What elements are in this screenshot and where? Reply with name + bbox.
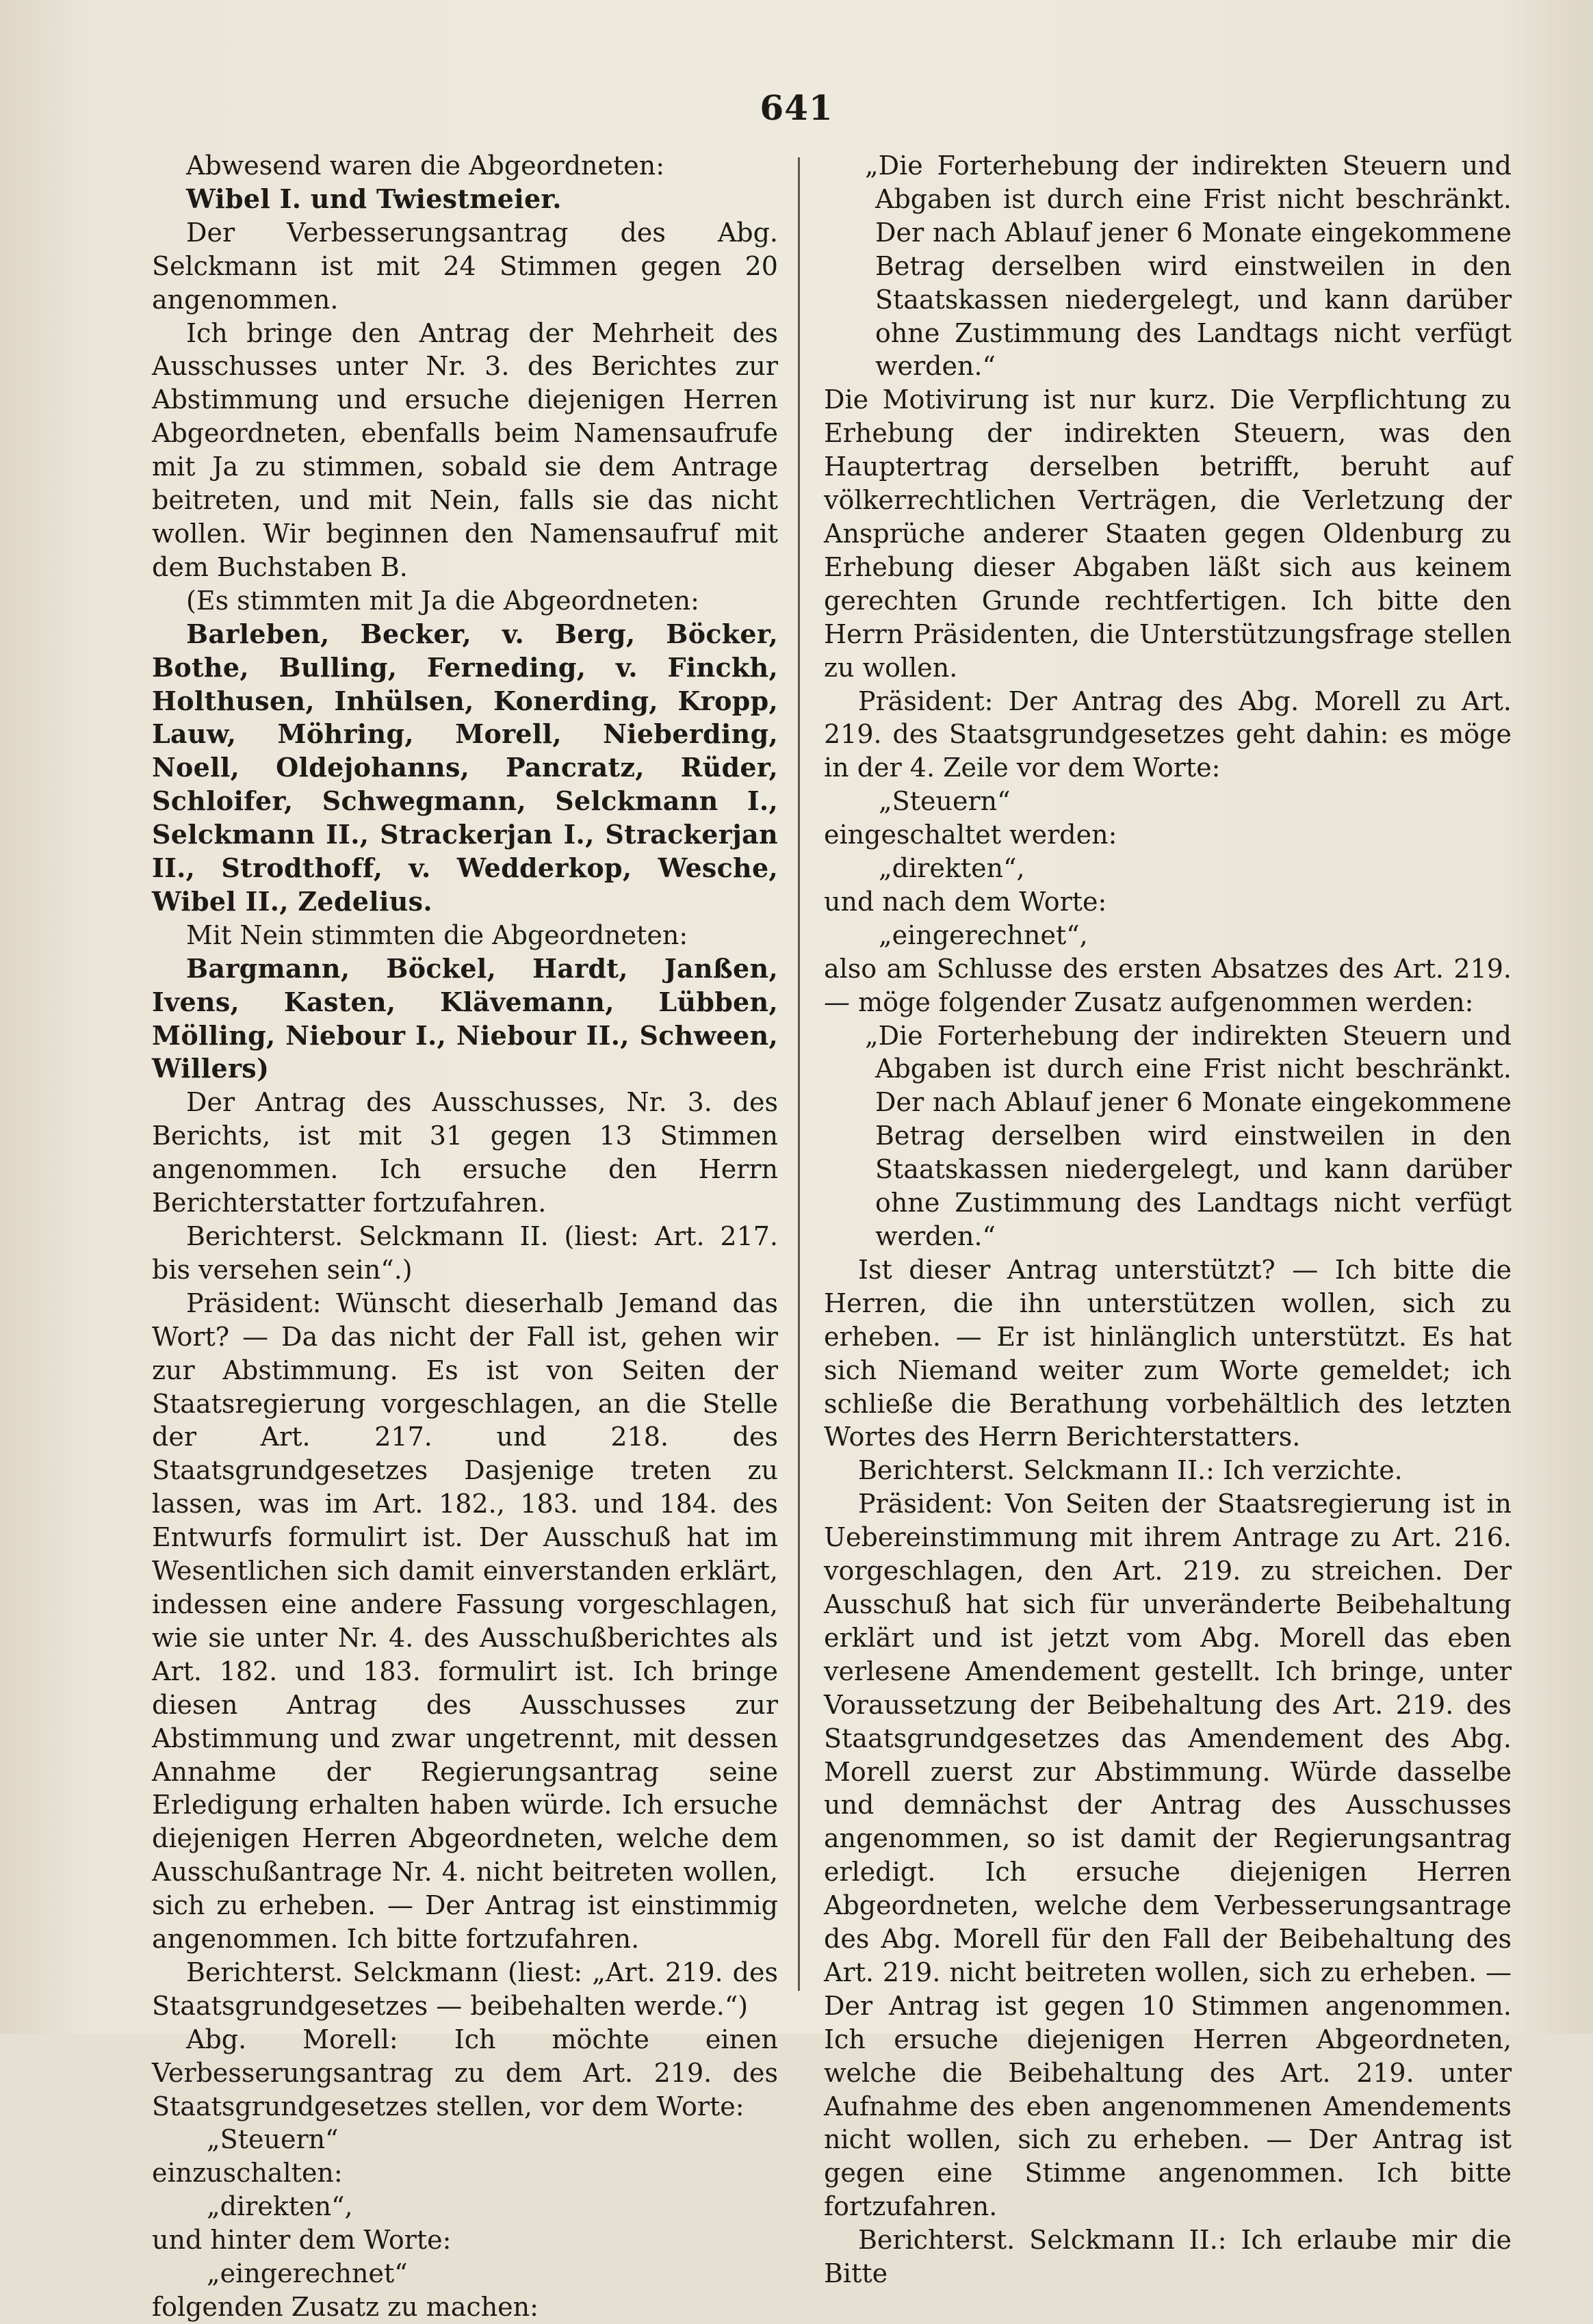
right-column-paragraph: Die Motivirung ist nur kurz. Die Verpflichtung zu Erhebung der indirekten Steuern, was den Hauptertrag derselben betrifft, beruht auf völkerrechtlichen Verträgen, die Verletzung der Ansprüche anderer Staaten gegen Oldenburg zu Erhebung dieser Abgaben läßt sich aus keinem gerechten Grunde rechtfertigen. Ich bitte den Herrn Präsidenten, die Unterstützungsfrage stellen zu wollen. (824, 384, 1512, 683)
left-column-paragraph: Bargmann, Böckel, Hardt, Janßen, Ivens, Kasten, Klävemann, Lübben, Mölling, Niebour I., Niebour II., Schween, Willers) (152, 952, 778, 1084)
right-column-paragraph: also am Schlusse des ersten Absatzes des Art. 219. — möge folgender Zusatz aufgenommen werden: (824, 953, 1512, 1017)
left-column-paragraph: folgenden Zusatz zu machen: (152, 2292, 539, 2322)
column-divider (798, 157, 800, 1991)
left-column-paragraph: (Es stimmten mit Ja die Abgeordneten: (186, 585, 699, 616)
right-column (824, 149, 1512, 2290)
left-column-paragraph: Berichterst. Selckmann (liest: „Art. 219. des Staatsgrundgesetzes — beibehalten werde.“) (152, 1957, 778, 2021)
left-column-paragraph: Mit Nein stimmten die Abgeordneten: (186, 919, 688, 950)
left-column-paragraph: Der Verbesserungsantrag des Abg. Selckmann ist mit 24 Stimmen gegen 20 angenommen. (152, 217, 778, 315)
right-column-paragraph: „Die Forterhebung der indirekten Steuern und Abgaben ist durch eine Frist nicht beschränkt. Der nach Ablauf jener 6 Monate eingekommene Betrag derselben wird einstweilen in den Staatskassen niedergelegt, und kann darüber ohne Zustimmung des Landtags nicht verfügt werden.“ (865, 1020, 1512, 1251)
left-column-paragraph: Präsident: Wünscht dieserhalb Jemand das Wort? — Da das nicht der Fall ist, gehen wir zur Abstimmung. Es ist von Seiten der Staatsregierung vorgeschlagen, an die Stelle der Art. 217. und 218. des Staatsgrundgesetzes Dasjenige treten zu lassen, was im Art. 182., 183. und 184. des Entwurfs formulirt ist. Der Ausschuß hat im Wesentlichen sich damit einverstanden erklärt, indessen eine andere Fassung vorgeschlagen, wie sie unter Nr. 4. des Ausschußberichtes als Art. 182. und 183. formulirt ist. Ich bringe diesen Antrag des Ausschusses zur Abstimmung und zwar ungetrennt, mit dessen Annahme der Regierungsantrag seine Erledigung erhalten haben würde. Ich ersuche diejenigen Herren Abgeordneten, welche dem Ausschußantrage Nr. 4. nicht beitreten wollen, sich zu erheben. — Der Antrag ist einstimmig angenommen. Ich bitte fortzufahren. (152, 1288, 778, 1955)
page-number: 641 (760, 88, 833, 128)
right-column-paragraph: Präsident: Der Antrag des Abg. Morell zu Art. 219. des Staatsgrundgesetzes geht dahin: es möge in der 4. Zeile vor dem Worte: (824, 686, 1512, 783)
left-column-paragraph: und hinter dem Worte: (152, 2225, 452, 2256)
left-column-paragraph: Abg. Morell: Ich möchte einen Verbesserungsantrag zu dem Art. 219. des Staatsgrundgesetzes stellen, vor dem Worte: (152, 2024, 778, 2121)
left-column (152, 149, 778, 2324)
right-column-paragraph: und nach dem Worte: (824, 886, 1107, 917)
left-column-paragraph: Abwesend waren die Abgeordneten: (186, 151, 665, 181)
right-column-paragraph: eingeschaltet werden: (824, 820, 1117, 850)
right-column-paragraph: „eingerechnet“, (879, 919, 1088, 950)
left-column-paragraph: „Steuern“ (207, 2124, 339, 2155)
right-column-paragraph: „direkten“, (879, 853, 1025, 884)
right-column-paragraph: Berichterst. Selckmann II.: Ich verzichte. (858, 1455, 1403, 1486)
right-column-paragraph: Berichterst. Selckmann II.: Ich erlaube mir die Bitte (824, 2225, 1512, 2289)
left-column-paragraph: Berichterst. Selckmann II. (liest: Art. 217. bis versehen sein“.) (152, 1221, 778, 1285)
left-column-paragraph: Barleben, Becker, v. Berg, Böcker, Bothe, Bulling, Ferneding, v. Finckh, Holthusen, Inhülsen, Konerding, Kropp, Lauw, Möhring, Morell, Nieberding, Noell, Oldejohanns, Pancratz, Rüder, Schloifer, Schwegmann, Selckmann I., Selckmann II., Strackerjan I., Strackerjan II., Strodthoff, v. Wedderkop, Wesche, Wibel II., Zedelius. (152, 618, 778, 917)
right-column-paragraph: „Steuern“ (879, 786, 1011, 817)
left-column-paragraph: Wibel I. und Twiestmeier. (186, 183, 562, 214)
left-column-paragraph: einzuschalten: (152, 2158, 343, 2189)
left-column-paragraph: „eingerechnet“ (207, 2258, 408, 2289)
left-column-paragraph: Ich bringe den Antrag der Mehrheit des Ausschusses unter Nr. 3. des Berichtes zur Abstimmung und ersuche diejenigen Herren Abgeordneten, ebenfalls beim Namensaufrufe mit Ja zu stimmen, sobald sie dem Antrage beitreten, und mit Nein, falls sie das nicht wollen. Wir beginnen den Namensaufruf mit dem Buchstaben B. (152, 317, 778, 582)
right-column-paragraph: „Die Forterhebung der indirekten Steuern und Abgaben ist durch eine Frist nicht beschränkt. Der nach Ablauf jener 6 Monate eingekommene Betrag derselben wird einstweilen in den Staatskassen niedergelegt, und kann darüber ohne Zustimmung des Landtags nicht verfügt werden.“ (865, 151, 1512, 382)
left-column-paragraph: Der Antrag des Ausschusses, Nr. 3. des Berichts, ist mit 31 gegen 13 Stimmen angenommen. Ich ersuche den Herrn Berichterstatter fortzufahren. (152, 1087, 778, 1218)
left-column-paragraph: „direkten“, (207, 2191, 353, 2222)
right-column-paragraph: Ist dieser Antrag unterstützt? — Ich bitte die Herren, die ihn unterstützen wollen, sich zu erheben. — Er ist hinlänglich unterstützt. Es hat sich Niemand weiter zum Worte gemeldet; ich schließe die Berathung vorbehältlich des letzten Wortes des Herrn Berichterstatters. (824, 1254, 1512, 1452)
right-column-paragraph: Präsident: Von Seiten der Staatsregierung ist in Uebereinstimmung mit ihrem Antrage zu Art. 216. vorgeschlagen, den Art. 219. zu streichen. Der Ausschuß hat sich für unveränderte Beibehaltung erklärt und ist jetzt vom Abg. Morell das eben verlesene Amendement gestellt. Ich bringe, unter Voraussetzung der Beibehaltung des Art. 219. des Staatsgrundgesetzes das Amendement des Abg. Morell zuerst zur Abstimmung. Würde dasselbe und demnächst der Antrag des Ausschusses angenommen, so ist damit der Regierungsantrag erledigt. Ich ersuche diejenigen Herren Abgeordneten, welche dem Verbesserungsantrage des Abg. Morell für den Fall der Beibehaltung des Art. 219. nicht beitreten wollen, sich zu erheben. — Der Antrag ist gegen 10 Stimmen angenommen. Ich ersuche diejenigen Herren Abgeordneten, welche die Beibehaltung des Art. 219. unter Aufnahme des eben angenommenen Amendements nicht wollen, sich zu erheben. — Der Antrag ist gegen eine Stimme angenommen. Ich bitte fortzufahren. (824, 1489, 1512, 2222)
